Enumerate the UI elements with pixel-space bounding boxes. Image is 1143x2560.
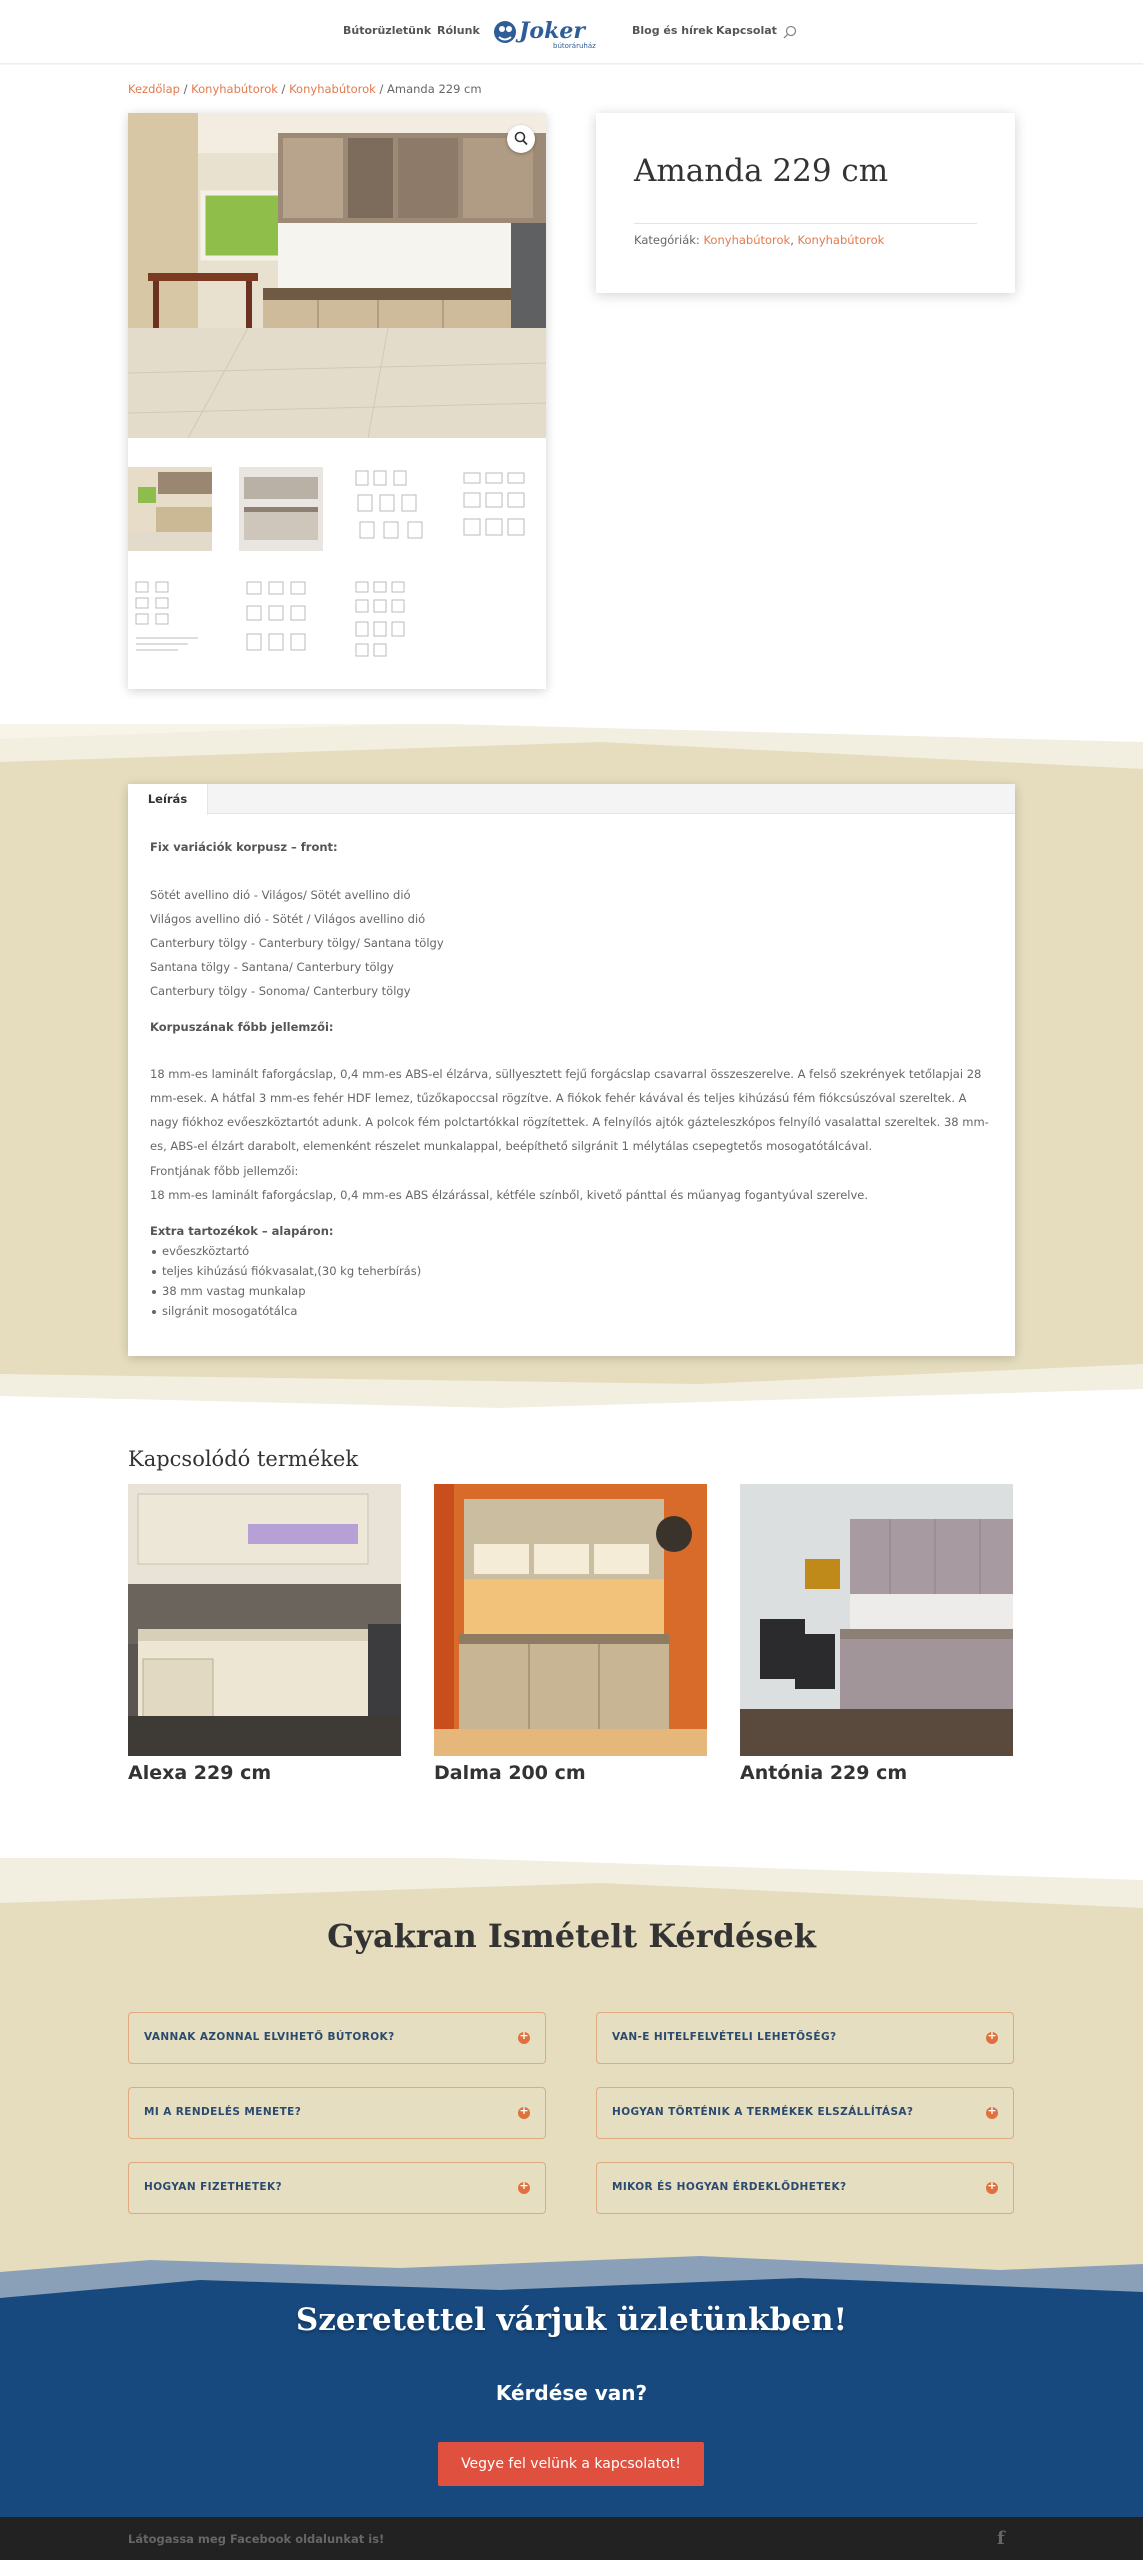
plus-icon bbox=[986, 2182, 998, 2194]
variation-item: Santana tölgy - Santana/ Canterbury tölgy bbox=[150, 960, 394, 974]
breadcrumb-separator: / bbox=[179, 82, 192, 96]
extras-heading: Extra tartozékok – alapáron: bbox=[150, 1224, 334, 1238]
variation-item: Világos avellino dió - Sötét / Világos avellino dió bbox=[150, 912, 426, 926]
breadcrumb bbox=[128, 82, 482, 96]
category-separator: , bbox=[790, 233, 798, 247]
categories-label: Kategóriák: bbox=[634, 233, 700, 247]
related-product-name[interactable]: Dalma 200 cm bbox=[434, 1762, 586, 1784]
nav-item-kapcsolat[interactable]: Kapcsolat bbox=[716, 24, 777, 37]
product-title: Amanda 229 cm bbox=[634, 153, 889, 189]
variations-heading: Fix variációk korpusz – front: bbox=[150, 840, 338, 854]
breadcrumb-separator: / bbox=[375, 82, 388, 96]
divider bbox=[634, 223, 977, 224]
faq-question: HOGYAN TÖRTÉNIK A TERMÉKEK ELSZÁLLÍTÁSA? bbox=[612, 2106, 914, 2118]
faq-item[interactable] bbox=[128, 2087, 546, 2139]
plus-icon bbox=[986, 2032, 998, 2044]
contact-button[interactable]: Vegye fel velünk a kapcsolatot! bbox=[438, 2442, 704, 2486]
breadcrumb-category-2[interactable]: Konyhabútorok bbox=[289, 82, 376, 96]
faq-item[interactable] bbox=[596, 2162, 1014, 2214]
description-panel bbox=[128, 784, 1015, 1356]
faq-item[interactable] bbox=[596, 2012, 1014, 2064]
breadcrumb-category-1[interactable]: Konyhabútorok bbox=[191, 82, 278, 96]
product-gallery bbox=[128, 113, 546, 689]
gallery-thumbnail[interactable] bbox=[128, 578, 212, 662]
gallery-thumbnail[interactable] bbox=[239, 467, 323, 551]
related-product-name[interactable]: Antónia 229 cm bbox=[740, 1762, 908, 1784]
site-header bbox=[0, 0, 1143, 64]
breadcrumb-current: Amanda 229 cm bbox=[387, 82, 482, 96]
related-product-image[interactable] bbox=[434, 1484, 707, 1756]
plus-icon bbox=[518, 2182, 530, 2194]
search-icon[interactable] bbox=[783, 25, 797, 39]
variation-item: Canterbury tölgy - Sonoma/ Canterbury tölgy bbox=[150, 984, 411, 998]
plus-icon bbox=[986, 2107, 998, 2119]
facebook-icon[interactable]: f bbox=[997, 2528, 1005, 2549]
logo-image bbox=[493, 12, 609, 52]
front-text: 18 mm-es laminált faforgácslap, 0,4 mm-es ABS élzárással, kétféle színből, kivető pánttal és műanyag fogantyúval szerelve. bbox=[150, 1188, 869, 1202]
faq-item[interactable] bbox=[128, 2012, 546, 2064]
facebook-text: Látogassa meg Facebook oldalunkat is! bbox=[128, 2532, 385, 2546]
logo-text: Joker bbox=[519, 18, 585, 44]
faq-title: Gyakran Ismételt Kérdések bbox=[327, 1917, 816, 1955]
gallery-thumbnail[interactable] bbox=[350, 467, 434, 551]
product-main-image[interactable] bbox=[128, 113, 546, 438]
cta-subtitle: Kérdése van? bbox=[495, 2381, 648, 2405]
extras-item: silgránit mosogatótálca bbox=[162, 1304, 298, 1318]
tab-description[interactable]: Leírás bbox=[128, 784, 208, 815]
nav-item-rolunk[interactable]: Rólunk bbox=[437, 24, 480, 37]
extras-item: teljes kihúzású fiókvasalat,(30 kg teherbírás) bbox=[162, 1264, 422, 1278]
faq-item[interactable] bbox=[596, 2087, 1014, 2139]
nav-item-blog[interactable]: Blog és hírek bbox=[632, 24, 714, 37]
related-product-name[interactable]: Alexa 229 cm bbox=[128, 1762, 272, 1784]
product-summary bbox=[596, 113, 1015, 293]
faq-question: HOGYAN FIZETHETEK? bbox=[144, 2181, 283, 2193]
gallery-thumbnail[interactable] bbox=[128, 467, 212, 551]
nav-item-butoruzletunk[interactable]: Bútorüzletünk bbox=[343, 24, 432, 37]
gallery-thumbnail[interactable] bbox=[462, 467, 546, 551]
faq-question: MI A RENDELÉS MENETE? bbox=[144, 2106, 302, 2118]
plus-icon bbox=[518, 2107, 530, 2119]
magnifier-icon bbox=[507, 125, 535, 153]
related-product-image[interactable] bbox=[740, 1484, 1013, 1756]
breadcrumb-separator: / bbox=[277, 82, 290, 96]
extras-item: evőeszköztartó bbox=[162, 1244, 250, 1258]
category-link[interactable]: Konyhabútorok bbox=[797, 233, 885, 247]
corpus-heading: Korpuszának főbb jellemzői: bbox=[150, 1020, 334, 1034]
site-logo[interactable] bbox=[493, 12, 609, 52]
cta-title: Szeretettel várjuk üzletünkben! bbox=[295, 2302, 848, 2338]
plus-icon bbox=[518, 2032, 530, 2044]
gallery-thumbnail[interactable] bbox=[239, 578, 323, 662]
front-heading: Frontjának főbb jellemzői: bbox=[150, 1164, 299, 1178]
zoom-button[interactable] bbox=[507, 125, 535, 153]
product-categories bbox=[634, 233, 884, 247]
variation-item: Sötét avellino dió - Világos/ Sötét avellino dió bbox=[150, 888, 411, 902]
logo-subtext: bútoráruház bbox=[553, 42, 596, 50]
breadcrumb-home[interactable]: Kezdőlap bbox=[128, 82, 180, 96]
faq-question: VANNAK AZONNAL ELVIHETŐ BÚTOROK? bbox=[144, 2031, 395, 2043]
related-products-title: Kapcsolódó termékek bbox=[128, 1447, 359, 1471]
gallery-thumbnail[interactable] bbox=[350, 578, 434, 662]
site-footer bbox=[0, 2517, 1143, 2560]
related-product-image[interactable] bbox=[128, 1484, 401, 1756]
faq-question: VAN-E HITELFELVÉTELI LEHETŐSÉG? bbox=[612, 2031, 837, 2043]
category-link[interactable]: Konyhabútorok bbox=[703, 233, 791, 247]
corpus-text: 18 mm-es laminált faforgácslap, 0,4 mm-es ABS-el élzárva, süllyesztett fejű forgácslap csavarral összeszerelve. A felső szekrények tetőlapjai 28 mm-esek. A hátfal 3 mm-es fehér HDF lemez, tűzőkapoccsal rögzítve. A fiókok fehér kávával és teljes kihúzású fém fiókcsúszóval szereltek. A nagy fiókhoz evőeszköztartót adunk. A polcok fém polctartókkal rögzítettek. A felnyílós ajtók gázteleszkópos felnyíló vasalattal szereltek. 38 mm-es, ABS-el élzárt darabolt, elemenként részelet munkalappal, beépíthető silgránit 1 mélytálas csepegtetős mosogatótálcával. bbox=[150, 1067, 989, 1153]
faq-question: MIKOR ÉS HOGYAN ÉRDEKLŐDHETEK? bbox=[612, 2181, 847, 2193]
tab-bar bbox=[128, 784, 1015, 814]
variation-item: Canterbury tölgy - Canterbury tölgy/ Santana tölgy bbox=[150, 936, 444, 950]
faq-item[interactable] bbox=[128, 2162, 546, 2214]
extras-item: 38 mm vastag munkalap bbox=[162, 1284, 306, 1298]
